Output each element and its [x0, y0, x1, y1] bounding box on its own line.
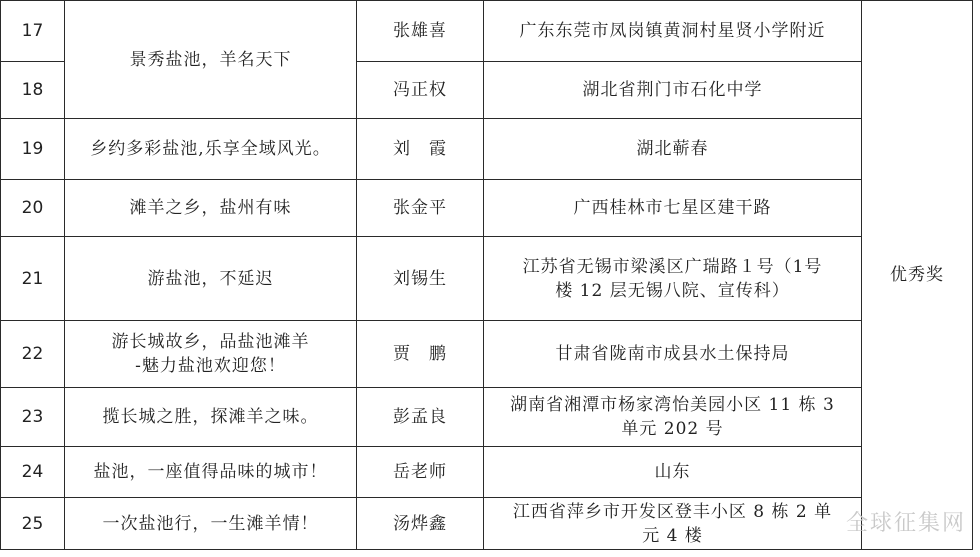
address-cell: 广西桂林市七星区建干路 [484, 180, 862, 237]
slogan-cell [65, 321, 357, 388]
table-row [1, 498, 973, 550]
table-row [1, 119, 973, 180]
table-row [1, 447, 973, 498]
row-number: 20 [1, 180, 65, 237]
slogan-cell: 游盐池，不延迟 [65, 237, 357, 321]
row-number: 24 [1, 447, 65, 498]
table-row [1, 1, 973, 62]
address-line: 单元 202 号 [621, 419, 724, 439]
address-line: 楼 12 层无锡八院、宣传科） [555, 280, 790, 301]
author-name: 贾 鹏 [357, 321, 484, 388]
table-row [1, 180, 973, 237]
watermark: 全球征集网 [845, 511, 966, 536]
row-number: 17 [1, 1, 65, 62]
table-row [1, 388, 973, 447]
author-name: 张金平 [357, 180, 484, 237]
address-cell: 湖北蕲春 [484, 119, 862, 180]
author-name: 刘 霞 [357, 119, 484, 180]
row-number: 18 [1, 62, 65, 119]
address-line: 江西省萍乡市开发区登丰小区 8 栋 2 单 [512, 501, 833, 522]
address-line: 江苏省无锡市梁溪区广瑞路１号（1号 [522, 256, 823, 277]
award-cell: 优秀奖 [862, 1, 973, 550]
author-name: 汤烨鑫 [357, 498, 484, 550]
address-cell: 甘肃省陇南市成县水土保持局 [484, 321, 862, 388]
row-number: 22 [1, 321, 65, 388]
address-line: 元 4 楼 [642, 525, 703, 546]
row-number: 23 [1, 388, 65, 447]
address-cell [484, 498, 862, 550]
slogan-cell: 盐池，一座值得品味的城市！ [65, 447, 357, 498]
author-name: 冯正权 [357, 62, 484, 119]
address-line: 湖南省湘潭市杨家湾怡美园小区 11 栋 3 [510, 395, 835, 415]
slogan-cell: 揽长城之胜，探滩羊之味。 [65, 388, 357, 447]
address-cell: 广东东莞市凤岗镇黄洞村星贤小学附近 [484, 1, 862, 62]
row-number: 19 [1, 119, 65, 180]
table-row [1, 237, 973, 321]
slogan-cell: 乡约多彩盐池,乐享全域风光。 [65, 119, 357, 180]
author-name: 张雄喜 [357, 1, 484, 62]
row-number: 21 [1, 237, 65, 321]
slogan-cell: 滩羊之乡，盐州有味 [65, 180, 357, 237]
address-cell [484, 388, 862, 447]
address-cell: 湖北省荆门市石化中学 [484, 62, 862, 119]
author-name: 刘锡生 [357, 237, 484, 321]
slogan-cell: 一次盐池行，一生滩羊情！ [65, 498, 357, 550]
author-name: 岳老师 [357, 447, 484, 498]
address-cell [484, 237, 862, 321]
author-name: 彭孟良 [357, 388, 484, 447]
slogan-line: -魅力盐池欢迎您！ [135, 356, 286, 376]
address-cell: 山东 [484, 447, 862, 498]
row-number: 25 [1, 498, 65, 550]
table-row [1, 321, 973, 388]
slogan-line: 游长城故乡，品盐池滩羊 [111, 332, 310, 352]
slogan-cell: 景秀盐池，羊名天下 [65, 1, 357, 119]
